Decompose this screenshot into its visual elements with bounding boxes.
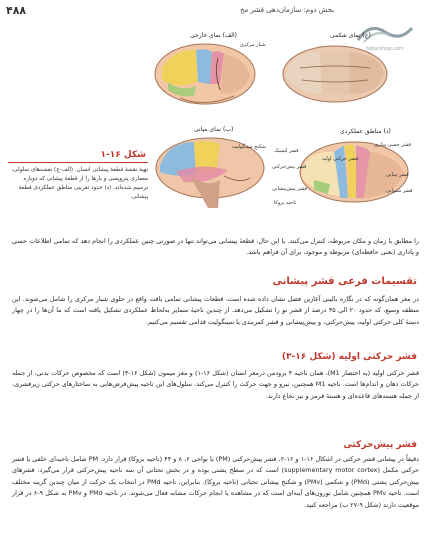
label-broca: ناحیه بروکا [274,200,297,206]
brain-ventral-illustration [280,38,390,106]
label-visual: قشر بینایی [386,172,409,178]
label-central-sulcus: شیار مرکزی [240,42,266,48]
brain-figure [150,24,422,212]
figure-caption [8,150,148,208]
intro-paragraph: را مطابق با زمان و مکان مربوطه، کنترل می‌کنند. با این حال، قطعهٔ پیشانی می‌تواند تنها در صورتی چنین عملکردی را انجام دهد که تمامی اطلاعات حسی و پاداری (بعنی حافظه‌ای) مربوطه و موجود، برای آن فراهم باشد. [12,237,419,257]
label-cingulate: شکنج سینگولیت [232,144,266,150]
brain-ventral-view [280,38,390,106]
label-somato: قشر حسی پیکری [374,142,411,148]
section-heading-subdivisions: تقسیمات فرعی قشر پیشانی [272,276,417,287]
section-body-subdivisions: در مغز همان‌گونه که در نگاره بالینی آغازین فصل نشان داده شده است، قطعات پیشانی تمامی بافت واقع در جلوی شیار مرکزی را شامل می‌شوند. این منطقه وسیع، که حدود ۲۰ الی ۳۵ درصد از قشر نو را تشکیل می‌دهد، از چندین ناحیهٔ متمایز به‌لحاظ عملکردی تشکیل یافته است که ما آن‌ها را در چهار دستهٔ کلی حرکتی اولیه، پیش‌حرکتی، و پیش‌پیشانی و قشر کمربندی یا سینگولیت قدامی تقسیم می‌کنیم. [12,295,419,326]
caption-rule [8,162,148,163]
brain-lateral-illustration [150,38,260,108]
panel-label-d: (د) مناطق عملکردی [340,128,391,135]
section-heading-primary-motor [282,352,417,362]
caption-title: شکل ۱۶-۱ [100,150,146,160]
label-prefrontal: قشر پیش‌پیشانی [272,186,307,192]
section-heading-premotor: قشر پیش‌حرکتی [343,440,417,450]
section-body-premotor: دقیقاً در پیشانی قشر حرکتی در اشکال ۱۶-۱ و ۱۶-۲، قشر پیش‌حرکتی (PM) با نواحی ۶، ۸ و ۴۴ (ناحیه بروکا) قرار دارد. PM شامل ناحیه‌ای خلفی یا قشر حرکتی مکمل (supplementary motor cortex) است که در سطح پشتی بوده و در بخش تحتانی آن سه ناحیه پیش‌حرکتی قرار می‌گیرد. قشرهای پیش‌حرکتی پشتی (PMd) و شکمی (PMv) و شکنج پیشانی تحتانی (ناحیه بروکا). بنابراین، ناحیه PMd در انتخاب یک حرکت از میان چندین گزینه مختلف است. ناحیه PMv همچنین شامل نورون‌های آینه‌ای است که در مشاهده یا انجام حرکات مشابه فعال می‌شوند. در ناحیه PMd و PMv به شکل ۹-۶ در قرار موقعیت دارند (شکل ۹-۲۷ ب) مراجعه کنید. [12,455,420,509]
section-body-primary-motor: قشر حرکتی اولیه (به اختصار M1)، همان ناحیه ۴ برودمن درمغز انسان (شکل ۱۶-۱) و مغز میمون (شکل ۱۶-۳) است که مخصوص حرکات بدنی، از جمله حرکات دهان و اندام‌ها است. ناحیه M1 همچنین، نیرو و جهت حرکت را کنترل می‌کند. سلول‌های این ناحیه پیش‌فرض‌هایی به ساختارهای حرکتی زیرقشری، از جمله هسته‌های قاعده‌ای و هستهٔ قرمز و نیز نخاع دارند. [12,369,420,400]
page-number: ۴۸۸ [6,4,27,17]
caption-text: نهیهٔ نقشهٔ قطعهٔ پیشانی انسان. (الف-ج) نقشه‌های سلولی، معماری پتروپسی و بارها را از قطعهٔ پیشانی که دوباره ترسیم شده‌اند. (د) حدود تقریبی مناطق عملکردی قطعهٔ پیشانی. [11,167,148,200]
running-title: بخش دوم: سازمان‌دهی قشر مخ [240,6,335,14]
panel-label-a: (الف) نمای خارجی [190,32,238,39]
label-auditory: قشر شنوایی [386,188,413,194]
watermark-text: tabarshop.com [366,46,404,52]
figure-reference: (شکل ۱۶-۳) [281,352,336,362]
primary-motor-title: قشر حرکتی اولیه [338,352,417,362]
label-motor: قشر حرکتی اولیه [322,156,359,162]
panel-label-c: (ج) نمای شکمی [330,32,371,39]
label-limbic: قشر لیمبیک [274,148,299,154]
brain-lateral-view [150,38,260,108]
label-premotor: قشر پیش‌حرکتی [272,164,307,170]
panel-label-b: (ب) نمای میانی [194,126,234,133]
